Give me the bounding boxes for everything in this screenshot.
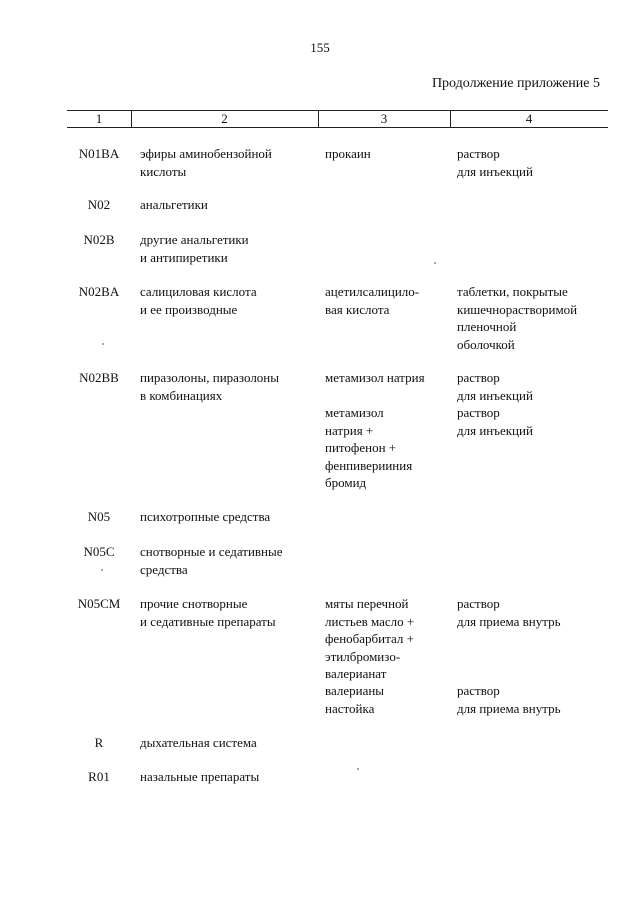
- group-name: снотворные и седативные средства: [140, 544, 283, 577]
- dosage-form: раствор для инъекций: [457, 370, 533, 403]
- group-name: назальные препараты: [140, 769, 260, 784]
- group-name: анальгетики: [140, 197, 208, 212]
- page-number: 155: [310, 40, 330, 55]
- atc-code: N02BA: [78, 284, 120, 299]
- dosage-form: раствор для приема внутрь: [457, 683, 561, 716]
- atc-code: N05CM: [77, 596, 121, 611]
- atc-code: N05: [87, 509, 111, 524]
- atc-code: N05C: [83, 544, 115, 559]
- substance-name: прокаин: [325, 146, 371, 161]
- column-header-1: 1: [95, 111, 103, 126]
- atc-code: N02: [87, 197, 111, 212]
- substance-name: метамизол натрия: [325, 370, 425, 385]
- atc-code: R01: [88, 769, 110, 784]
- atc-code: N02B: [83, 232, 115, 247]
- atc-code: R: [94, 735, 104, 750]
- dosage-form: раствор для приема внутрь: [457, 596, 561, 629]
- column-header-2: 2: [221, 111, 228, 126]
- column-header-4: 4: [525, 111, 533, 126]
- group-name: психотропные средства: [140, 509, 271, 524]
- group-name: дыхательная система: [140, 735, 257, 750]
- group-name: эфиры аминобензойной кислоты: [140, 146, 272, 179]
- substance-name: метамизол натрия + питофенон + фенпиверииния бромид: [325, 405, 413, 490]
- scan-speck: [434, 262, 436, 264]
- dosage-form: таблетки, покрытые кишечнорастворимой пленочной оболочкой: [457, 284, 578, 352]
- dosage-form: раствор для инъекций: [457, 146, 533, 179]
- scan-speck: [101, 569, 103, 571]
- group-name: другие анальгетики и антипиретики: [140, 232, 249, 265]
- substance-name: мяты перечной листьев масло + фенобарбитал + этилбромизо- валерианат: [325, 596, 415, 681]
- group-name: пиразолоны, пиразолоны в комбинациях: [140, 370, 280, 403]
- group-name: салициловая кислота и ее производные: [140, 284, 257, 317]
- atc-code: N02BB: [79, 370, 119, 385]
- substance-name: ацетилсалицило- вая кислота: [325, 284, 420, 317]
- continuation-label: Продолжение приложение 5: [431, 76, 600, 91]
- scan-speck: [357, 768, 359, 770]
- atc-code: N01BA: [78, 146, 120, 161]
- header-bottom-rule: [67, 127, 608, 128]
- substance-name: валерианы настойка: [325, 683, 385, 716]
- scan-speck: [102, 343, 104, 345]
- column-header-3: 3: [380, 111, 388, 126]
- dosage-form: раствор для инъекций: [457, 405, 533, 438]
- group-name: прочие снотворные и седативные препараты: [140, 596, 276, 629]
